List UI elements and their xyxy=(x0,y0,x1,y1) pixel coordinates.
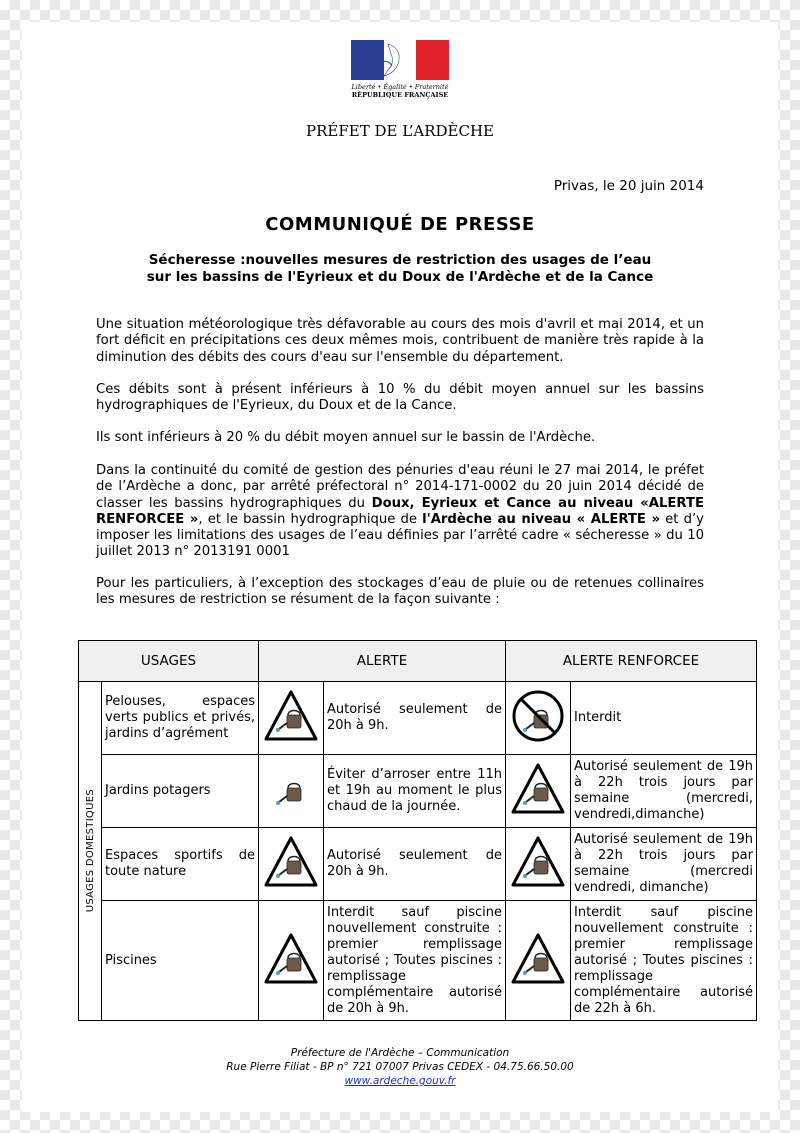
renforcee-icon-cell xyxy=(506,828,571,901)
alerte-icon-cell xyxy=(259,901,324,1021)
table-header-row xyxy=(79,641,757,682)
usage-cell: Jardins potagers xyxy=(102,755,259,828)
watering-can-triangle-icon xyxy=(510,835,566,889)
header-alerte: ALERTE xyxy=(259,641,506,682)
watering-can-prohibited-icon xyxy=(510,689,566,743)
usage-cell: Piscines xyxy=(102,901,259,1021)
website-link[interactable]: www.ardeche.gouv.fr xyxy=(344,1075,456,1087)
alerte-cell: Interdit sauf piscine nouvellement construite : premier remplissage autorisé ; Toutes piscines : remplissage complémentaire autorisé de 20h à 9h. xyxy=(324,901,506,1021)
prefet-heading: PRÉFET DE L’ARDÈCHE xyxy=(306,122,494,140)
renforcee-cell: Interdit sauf piscine nouvellement construite : premier remplissage autorisé ; Toutes piscines : remplissage complémentaire autorisé de 22h à 6h. xyxy=(571,901,757,1021)
marianne-logo xyxy=(349,40,451,99)
restriction-table xyxy=(78,640,757,1021)
footer-line-2: Rue Pierre Filiat - BP n° 721 07007 Privas CEDEX - 04.75.66.50.00 xyxy=(226,1061,574,1073)
paragraph-1: Une situation météorologique très défavorable au cours des mois d'avril et mai 2014, et un fort déficit en précipitations ces deux mêmes mois, contribuent de manière très rapide à la diminution des débits des cours d'eau sur l'ensemble du département. xyxy=(96,317,704,365)
watering-can-triangle-icon xyxy=(510,762,566,816)
alerte-cell: Autorisé seulement de 20h à 9h. xyxy=(324,682,506,755)
republic-label: RÉPUBLIQUE FRANÇAISE xyxy=(351,91,449,99)
page-title: COMMUNIQUÉ DE PRESSE xyxy=(265,214,535,235)
renforcee-cell: Autorisé seulement de 19h à 22h trois jours par semaine (mercredi vendredi, dimanche) xyxy=(571,828,757,901)
footer-line-1: Préfecture de l'Ardèche – Communication xyxy=(290,1047,510,1059)
watering-can-triangle-icon xyxy=(263,932,319,986)
alerte-icon-cell xyxy=(259,828,324,901)
renforcee-icon-cell xyxy=(506,901,571,1021)
header-usages: USAGES xyxy=(79,641,259,682)
table-row xyxy=(79,901,757,1021)
subtitle xyxy=(22,252,778,286)
subtitle-line-1: Sécheresse :nouvelles mesures de restriction des usages de l’eau xyxy=(148,252,652,268)
alerte-icon-cell xyxy=(259,755,324,828)
side-label-cell xyxy=(79,682,102,1021)
document-date: Privas, le 20 juin 2014 xyxy=(553,178,704,194)
watering-can-triangle-icon xyxy=(510,932,566,986)
subtitle-line-2: sur les bassins de l'Eyrieux et du Doux de l'Ardèche et de la Cance xyxy=(146,269,654,285)
table-row xyxy=(79,755,757,828)
side-label: USAGES DOMESTIQUES xyxy=(84,789,96,913)
paragraph-3: Ils sont inférieurs à 20 % du débit moyen annuel sur le bassin de l'Ardèche. xyxy=(96,430,596,445)
paragraph-2: Ces débits sont à présent inférieurs à 10 % du débit moyen annuel sur les bassins hydrographiques de l'Eyrieux, du Doux et de la Cance. xyxy=(96,382,704,414)
alerte-cell: Éviter d’arroser entre 11h et 19h au moment le plus chaud de la journée. xyxy=(324,755,506,828)
watering-can-icon xyxy=(263,762,319,816)
paragraph-5: Pour les particuliers, à l’exception des stockages d’eau de pluie ou de retenues collinaires les mesures de restriction se résument de la façon suivante : xyxy=(96,576,704,608)
alerte-cell: Autorisé seulement de 20h à 9h. xyxy=(324,828,506,901)
table-row xyxy=(79,682,757,755)
paragraph-4: Dans la continuité du comité de gestion des pénuries d'eau réuni le 27 mai 2014, le préfet de l’Ardèche a donc, par arrêté préfectoral n° 2014-171-0002 du 20 juin 2014 décidé de classer les bassins hydrographiques du Doux, Eyrieux et Cance au niveau «ALERTE RENFORCEE », et le bassin hydrographique de l'Ardèche au niveau « ALERTE » et d’y imposer les limitations des usages de l’eau définies par l’arrêté cadre « sécheresse » du 10 juillet 2013 n° 2013191 0001 xyxy=(96,463,704,560)
renforcee-cell: Interdit xyxy=(571,682,757,755)
table-row xyxy=(79,828,757,901)
tricolor-flag-icon xyxy=(351,40,449,80)
renforcee-cell: Autorisé seulement de 19h à 22h trois jours par semaine (mercredi, vendredi,dimanche) xyxy=(571,755,757,828)
footer xyxy=(22,1046,778,1088)
watering-can-triangle-icon xyxy=(263,689,319,743)
document-page xyxy=(22,22,778,1112)
watering-can-triangle-icon xyxy=(263,835,319,889)
motto: Liberté • Égalité • Fraternité xyxy=(351,83,449,91)
alerte-icon-cell xyxy=(259,682,324,755)
renforcee-icon-cell xyxy=(506,755,571,828)
usage-cell: Espaces sportifs de toute nature xyxy=(102,828,259,901)
renforcee-icon-cell xyxy=(506,682,571,755)
usage-cell: Pelouses, espaces verts publics et privés, jardins d’agrément xyxy=(102,682,259,755)
header-alerte-renforcee: ALERTE RENFORCEE xyxy=(506,641,757,682)
